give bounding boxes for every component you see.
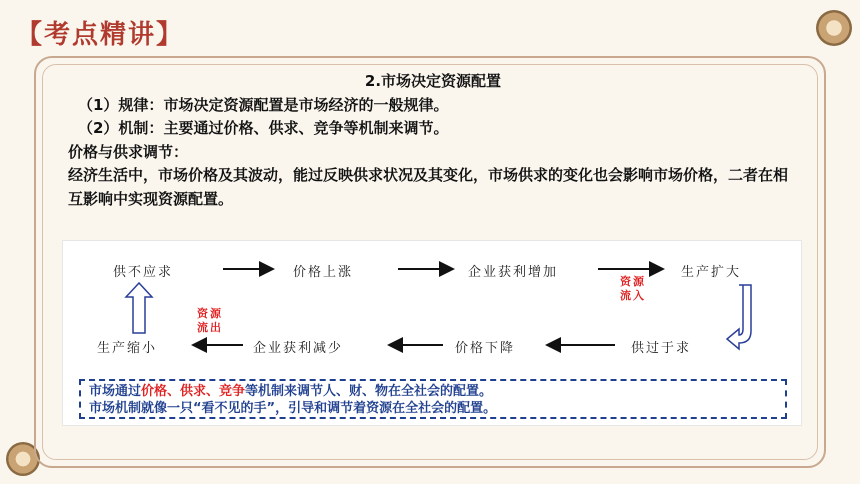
node-profit-increase: 企业获利增加 <box>468 265 559 280</box>
summary-line-1 <box>89 383 777 400</box>
page-title: 【考点精讲】 <box>16 20 185 50</box>
node-profit-decrease: 企业获利减少 <box>253 341 344 356</box>
price-supply-diagram <box>62 240 802 426</box>
subheading: 价格与供求调节： <box>68 142 189 161</box>
content-text <box>68 70 798 211</box>
label-resource-in: 资源流入 <box>620 275 646 302</box>
point-rule: （1）规律：市场决定资源配置是市场经济的一般规律。 <box>78 95 449 114</box>
summary-suffix: 等机制来调节人、财、物在全社会的配置。 <box>245 384 493 399</box>
node-production-shrink: 生产缩小 <box>97 341 158 356</box>
hollow-down-arrow-icon <box>727 285 751 349</box>
node-supply-short: 供不应求 <box>113 265 174 280</box>
paragraph: 经济生活中，市场价格及其波动，能过反映供求状况及其变化，市场供求的变化也会影响市场价格，二者在相互影响中实现资源配置。 <box>68 166 789 208</box>
node-price-fall: 价格下降 <box>455 341 516 356</box>
node-price-rise: 价格上涨 <box>293 265 354 280</box>
hollow-up-arrow-icon <box>126 283 152 333</box>
summary-box <box>79 379 787 419</box>
label-resource-out: 资源流出 <box>197 307 223 334</box>
node-production-expand: 生产扩大 <box>681 265 742 280</box>
flower-ornament-icon <box>816 10 852 46</box>
point-mechanism: （2）机制：主要通过价格、供求、竞争等机制来调节。 <box>78 119 449 137</box>
summary-prefix: 市场通过 <box>89 384 142 399</box>
summary-highlight: 价格、供求、竞争 <box>141 384 246 399</box>
diagram-arrows <box>63 241 801 381</box>
section-heading: 2.市场决定资源配置 <box>364 72 502 90</box>
node-supply-excess: 供过于求 <box>631 341 692 356</box>
summary-line-2: 市场机制就像一只“看不见的手”，引导和调节着资源在全社会的配置。 <box>89 401 497 416</box>
